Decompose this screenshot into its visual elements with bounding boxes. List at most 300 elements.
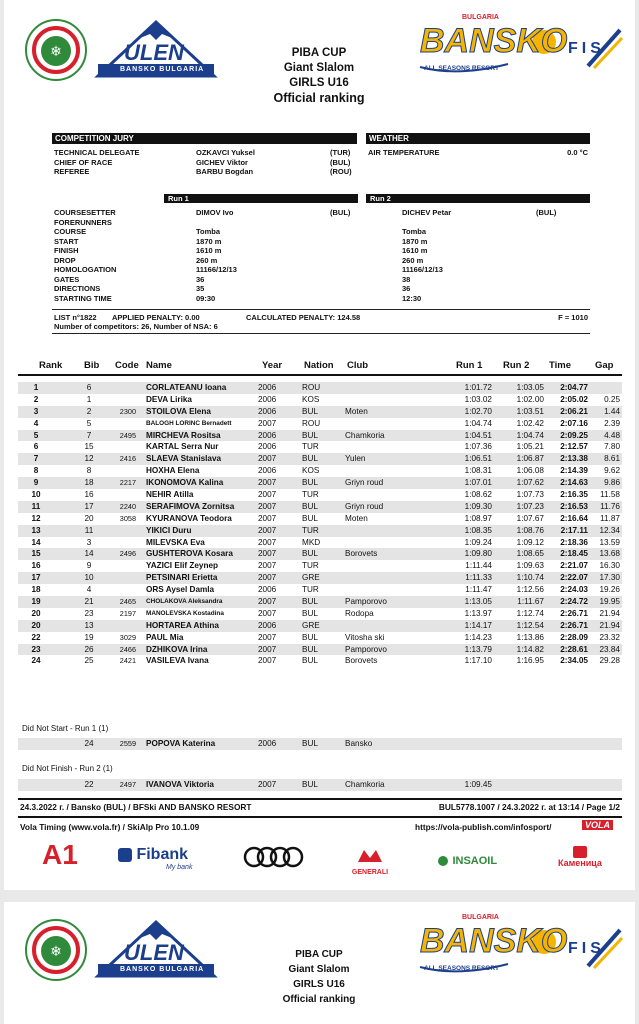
cell-rank: 7 — [33, 454, 39, 464]
cell-club: Pamporovo — [345, 644, 387, 654]
cell-club: Moten — [345, 513, 368, 523]
cell-nation: MKD — [302, 537, 321, 547]
cell-gap: 7.80 — [604, 442, 620, 452]
run-labels — [54, 208, 116, 303]
ulen-logo — [94, 18, 218, 82]
audi-logo — [242, 846, 306, 868]
run2-heading: Run 2 — [366, 194, 590, 203]
title-line-discipline: Giant Slalom — [283, 62, 355, 74]
col-rank: Rank — [39, 360, 63, 371]
col-gap: Gap — [595, 360, 614, 371]
cell-rank: 10 — [31, 490, 41, 500]
run1-values — [196, 227, 237, 303]
cell-name: KYURANOVA Teodora — [146, 513, 232, 523]
cell-rank: 20 — [31, 608, 41, 618]
cell-gap: 19.26 — [599, 585, 620, 595]
cell-rank: 16 — [31, 561, 41, 571]
run-label-homologation: HOMOLOGATION — [54, 265, 117, 274]
run1-value: 36 — [196, 274, 205, 284]
insaoil-logo — [438, 852, 497, 870]
cell-name: MILEVSKA Eva — [146, 537, 205, 547]
cell-name: GUSHTEROVA Kosara — [146, 549, 233, 559]
cell-rank: 15 — [31, 549, 41, 559]
cell-run1: 1:09.24 — [464, 537, 492, 547]
cell-bib: 1 — [86, 394, 92, 404]
penalty-top-rule — [52, 309, 590, 310]
cell-rank: 8 — [33, 466, 39, 476]
cell-year: 2007 — [258, 561, 277, 571]
bansko-logo — [418, 912, 568, 982]
cell-run2: 1:09.63 — [516, 561, 544, 571]
run1-value: 260 m — [196, 255, 218, 265]
cell-year: 2007 — [258, 644, 277, 654]
jury-role: TECHNICAL DELEGATE — [54, 148, 140, 157]
cell-rank: 5 — [33, 430, 39, 440]
cell-run2: 1:03.05 — [516, 383, 544, 392]
run2-value: 1610 m — [402, 246, 428, 255]
cell-code: 3029 — [119, 632, 136, 642]
cell-gap: 21.94 — [599, 608, 620, 618]
footer-url[interactable]: https://vola-publish.com/infosport/ — [415, 822, 552, 832]
dns-label: Did Not Start - Run 1 (1) — [22, 724, 109, 733]
cell-nation: BUL — [302, 513, 318, 523]
cell-name: KARTAL Serra Nur — [146, 442, 219, 452]
dns-year: 2006 — [258, 739, 277, 748]
dnf-row — [18, 779, 622, 791]
cell-run1: 1:13.79 — [464, 644, 492, 654]
cell-year: 2006 — [258, 430, 277, 440]
generali-logo — [350, 846, 390, 876]
cell-run2: 1:14.82 — [516, 644, 544, 654]
cell-name: MANOLEVSKA Kostadina — [146, 609, 224, 617]
cell-year: 2007 — [258, 478, 277, 488]
cell-nation: BUL — [302, 632, 318, 642]
dnf-run1: 1:09.45 — [464, 780, 492, 789]
cell-run1: 1:13.05 — [464, 597, 492, 607]
cell-gap: 9.62 — [604, 466, 620, 476]
cell-bib: 16 — [84, 490, 94, 500]
dnf-code: 2497 — [119, 780, 136, 789]
table-row — [18, 537, 622, 549]
cell-run2: 1:04.74 — [516, 430, 544, 440]
cell-bib: 18 — [84, 478, 94, 488]
cell-time: 2:06.21 — [560, 406, 588, 416]
run-label-starting-time: STARTING TIME — [54, 293, 112, 303]
cell-nation: TUR — [302, 490, 319, 500]
table-row — [18, 644, 622, 656]
jury-role: CHIEF OF RACE — [54, 157, 113, 167]
penalty-bottom-rule — [52, 333, 590, 334]
cell-run2: 1:07.62 — [516, 478, 544, 488]
cell-run1: 1:11.44 — [465, 561, 492, 571]
cell-gap: 13.59 — [599, 537, 620, 547]
cell-nation: BUL — [302, 597, 318, 607]
a1-logo: A1 — [42, 839, 78, 870]
cell-nation: KOS — [302, 466, 320, 476]
cell-bib: 25 — [84, 656, 94, 666]
cell-time: 2:14.63 — [560, 478, 588, 488]
cell-rank: 18 — [31, 585, 41, 595]
cell-name: SERAFIMOVA Zornitsa — [146, 501, 235, 511]
cell-name: HORTAREA Athina — [146, 620, 219, 630]
fis-logo-text: FIS — [568, 940, 605, 957]
dns-club: Bansko — [345, 739, 373, 748]
fis-logo-text: FIS — [568, 40, 605, 57]
col-run2: Run 2 — [503, 360, 530, 371]
jury-heading: COMPETITION JURY — [52, 133, 357, 144]
cell-run1: 1:04.74 — [464, 418, 492, 428]
cell-code: 2421 — [119, 656, 136, 666]
run2-value: 260 m — [402, 255, 424, 265]
cell-run2: 1:05.21 — [516, 442, 544, 452]
run1-heading: Run 1 — [164, 194, 358, 203]
table-row — [18, 453, 622, 465]
cell-nation: BUL — [302, 454, 318, 464]
kamenitza-logo — [558, 846, 602, 868]
bansko-logo-sub: ALL SEASONS RESORT — [424, 965, 500, 972]
cell-rank: 19 — [31, 597, 41, 607]
cell-name: BALOGH LORINC Bernadett — [146, 419, 232, 427]
cell-gap: 1.44 — [604, 406, 620, 416]
cell-run2: 1:16.95 — [516, 656, 544, 666]
cell-year: 2006 — [258, 383, 277, 392]
fibank-name: Fibank — [136, 846, 189, 863]
cell-time: 2:12.57 — [560, 442, 588, 452]
run1-value: 1870 m — [196, 236, 222, 246]
col-nation: Nation — [304, 360, 334, 371]
cell-bib: 7 — [86, 430, 92, 440]
run-label-finish: FINISH — [54, 246, 79, 255]
cell-rank: 6 — [33, 442, 39, 452]
run1-value: 09:30 — [196, 293, 216, 303]
cell-gap: 11.58 — [600, 490, 620, 500]
cell-nation: TUR — [302, 561, 319, 571]
cell-year: 2007 — [258, 501, 277, 511]
run-label-course: COURSE — [54, 227, 87, 236]
cell-year: 2007 — [258, 490, 277, 500]
cell-gap: 11.76 — [600, 501, 620, 511]
cell-gap: 12.34 — [599, 525, 620, 535]
table-row — [18, 525, 622, 537]
cell-gap: 19.95 — [599, 597, 620, 607]
cell-gap: 17.30 — [599, 573, 620, 583]
dnf-bib: 22 — [84, 780, 94, 789]
dns-bib: 24 — [84, 739, 94, 748]
cell-time: 2:24.72 — [560, 597, 588, 607]
svg-text:❄: ❄ — [50, 944, 62, 960]
cell-run2: 1:07.67 — [516, 513, 544, 523]
cell-nation: BUL — [302, 478, 318, 488]
cell-bib: 26 — [84, 644, 94, 654]
col-run1: Run 1 — [456, 360, 483, 371]
cell-gap: 23.32 — [599, 632, 620, 642]
cell-run1: 1:09.80 — [464, 549, 492, 559]
table-row — [18, 513, 622, 525]
run1-value: 1610 m — [196, 246, 222, 255]
cell-run2: 1:08.65 — [516, 549, 544, 559]
cell-name: SLAEVA Stanislava — [146, 454, 222, 464]
cell-bib: 2 — [86, 406, 92, 416]
col-time: Time — [549, 360, 572, 371]
cell-year: 2006 — [258, 585, 277, 595]
penalty-calculated: CALCULATED PENALTY: 124.58 — [246, 313, 361, 322]
cell-run1: 1:02.70 — [464, 406, 492, 416]
run-label-forerunners: FORERUNNERS — [54, 217, 112, 227]
cell-name: PETSINARI Erietta — [146, 573, 218, 583]
table-row — [18, 394, 622, 406]
cell-year: 2007 — [258, 573, 277, 583]
cell-run1: 1:04.51 — [464, 430, 492, 440]
jury-nation: (TUR) — [330, 148, 351, 157]
cell-run1: 1:11.47 — [465, 585, 492, 595]
cell-club: Borovets — [345, 656, 378, 666]
cell-run2: 1:12.56 — [516, 585, 544, 595]
cell-name: PAUL Mia — [146, 632, 184, 642]
run2-value: Tomba — [402, 227, 427, 236]
cell-name: YAZICI Elif Zeynep — [146, 561, 219, 571]
federation-logo — [24, 18, 88, 82]
cell-time: 2:18.45 — [560, 549, 588, 559]
cell-time: 2:16.53 — [560, 501, 588, 511]
cell-run2: 1:10.74 — [516, 573, 544, 583]
cell-name: DZHIKOVA Irina — [146, 644, 208, 654]
col-club: Club — [347, 360, 369, 371]
cell-bib: 6 — [86, 383, 92, 392]
cell-run2: 1:08.76 — [516, 525, 544, 535]
bansko-logo-top: BULGARIA — [462, 914, 499, 921]
title-line-category: GIRLS U16 — [289, 77, 349, 89]
run2-setter: DICHEV Petar — [402, 208, 452, 217]
cell-year: 2007 — [258, 656, 277, 666]
bansko-logo — [418, 12, 568, 82]
jury-role: REFEREE — [54, 167, 90, 176]
table-row — [18, 465, 622, 477]
cell-year: 2006 — [258, 442, 277, 452]
cell-rank: 17 — [31, 573, 41, 583]
cell-rank: 2 — [33, 394, 39, 404]
title-line-cup: PIBA CUP — [295, 949, 343, 960]
run2-setter-nation: (BUL) — [536, 208, 557, 217]
cell-code: 2300 — [119, 406, 136, 416]
generali-name: GENERALI — [351, 869, 389, 876]
table-row — [18, 632, 622, 644]
jury-nation: (ROU) — [330, 167, 352, 176]
run1-setter: DIMOV Ivo — [196, 208, 234, 217]
cell-rank: 23 — [31, 644, 41, 654]
dns-name: POPOVA Katerina — [146, 739, 216, 748]
footer-left: 24.3.2022 г. / Bansko (BUL) / BFSki AND BANSKO RESORT — [20, 802, 252, 812]
cell-code: 2496 — [119, 549, 136, 559]
weather-heading: WEATHER — [366, 133, 590, 144]
run-label-drop: DROP — [54, 255, 76, 265]
cell-run1: 1:03.02 — [464, 394, 492, 404]
cell-run2: 1:07.73 — [516, 490, 544, 500]
table-row — [18, 620, 622, 632]
cell-run1: 1:07.01 — [464, 478, 492, 488]
cell-code: 2217 — [119, 478, 136, 488]
cell-code: 2240 — [119, 501, 136, 511]
table-row — [18, 441, 622, 453]
cell-year: 2007 — [258, 632, 277, 642]
cell-rank: 9 — [33, 478, 39, 488]
results-page-1 — [4, 0, 635, 890]
table-row — [18, 477, 622, 489]
page-title — [244, 46, 394, 106]
cell-time: 2:28.61 — [560, 644, 588, 654]
cell-run2: 1:11.67 — [517, 597, 544, 607]
cell-nation: GRE — [302, 573, 320, 583]
cell-bib: 12 — [84, 454, 94, 464]
ulen-logo-sub: BANSKO BULGARIA — [120, 66, 205, 73]
bansko-logo-sub: ALL SEASONS RESORT — [424, 65, 500, 72]
ulen-logo — [94, 918, 218, 982]
cell-gap: 16.30 — [599, 561, 620, 571]
svg-text:❄: ❄ — [50, 44, 62, 60]
cell-code: 3058 — [119, 513, 136, 523]
fibank-icon — [118, 848, 132, 862]
cell-run1: 1:09.30 — [464, 501, 492, 511]
cell-name: DEVA Lirika — [146, 394, 192, 404]
bansko-logo-name: BANSKO — [420, 922, 568, 960]
cell-code: 2465 — [119, 597, 136, 607]
cell-bib: 5 — [86, 418, 92, 428]
cell-name: CORLATEANU Ioana — [146, 383, 227, 392]
cell-nation: BUL — [302, 406, 318, 416]
run-label-directions: DIRECTIONS — [54, 284, 101, 293]
insaoil-icon — [438, 856, 448, 866]
cell-name: CHOLAKOVA Aleksandra — [146, 598, 223, 606]
cell-time: 2:13.38 — [560, 454, 588, 464]
table-row — [18, 382, 622, 394]
cell-club: Moten — [345, 406, 368, 416]
penalty-list: LIST n°1822 — [54, 313, 97, 322]
cell-code: 2416 — [119, 454, 136, 464]
jury-name: GICHEV Viktor — [196, 157, 248, 167]
dns-code: 2559 — [119, 739, 136, 748]
title-line-ranking: Official ranking — [282, 994, 356, 1005]
results-header — [18, 360, 622, 372]
cell-year: 2006 — [258, 466, 277, 476]
run-label-gates: GATES — [54, 274, 80, 284]
cell-run2: 1:06.08 — [516, 466, 544, 476]
run2-value: 12:30 — [402, 293, 422, 303]
cell-run2: 1:09.12 — [516, 537, 544, 547]
title-line-category: GIRLS U16 — [293, 979, 345, 990]
run-label-coursesetter: COURSESETTER — [54, 208, 116, 217]
cell-year: 2006 — [258, 620, 277, 630]
cell-bib: 23 — [84, 608, 94, 618]
cell-rank: 12 — [31, 513, 41, 523]
cell-gap: 4.48 — [604, 430, 620, 440]
cell-club: Borovets — [345, 549, 378, 559]
fibank-logo — [118, 846, 192, 871]
cell-time: 2:16.64 — [560, 513, 588, 523]
cell-club: Pamporovo — [345, 597, 387, 607]
dnf-year: 2007 — [258, 780, 277, 789]
table-row — [18, 655, 622, 667]
table-row — [18, 418, 622, 430]
table-row — [18, 406, 622, 418]
cell-year: 2007 — [258, 537, 277, 547]
cell-nation: GRE — [302, 620, 320, 630]
kamenitza-icon — [573, 846, 587, 858]
cell-code: 2466 — [119, 644, 136, 654]
footer-right: BUL5778.1007 / 24.3.2022 г. at 13:14 / Page 1/2 — [438, 802, 620, 812]
bansko-logo-top: BULGARIA — [462, 14, 499, 21]
cell-nation: BUL — [302, 656, 318, 666]
col-name: Name — [146, 360, 172, 371]
cell-club: Griyn roud — [345, 501, 384, 511]
cell-gap: 23.84 — [599, 644, 620, 654]
cell-nation: TUR — [302, 525, 319, 535]
cell-year: 2007 — [258, 597, 277, 607]
cell-year: 2007 — [258, 549, 277, 559]
cell-year: 2006 — [258, 406, 277, 416]
cell-bib: 11 — [84, 525, 94, 535]
run2-value: 36 — [402, 284, 411, 293]
cell-bib: 10 — [84, 573, 94, 583]
run-label-start: START — [54, 236, 79, 246]
run2-values — [402, 227, 443, 303]
cell-name: ORS Aysel Damla — [146, 585, 215, 595]
penalty-applied: APPLIED PENALTY: 0.00 — [112, 313, 200, 322]
cell-rank: 20 — [31, 620, 41, 630]
footer-mid-rule — [18, 816, 622, 818]
run1-setter-nation: (BUL) — [330, 208, 351, 217]
title-line-ranking: Official ranking — [273, 91, 365, 105]
run1-value: 35 — [196, 284, 205, 293]
jury-nations — [330, 148, 352, 177]
cell-run1: 1:01.72 — [464, 383, 492, 392]
cell-run2: 1:13.86 — [516, 632, 544, 642]
cell-nation: BUL — [302, 644, 318, 654]
footer-timing: Vola Timing (www.vola.fr) / SkiAlp Pro 10.1.09 — [20, 822, 200, 832]
cell-nation: BUL — [302, 430, 318, 440]
cell-run2: 1:02.00 — [516, 394, 544, 404]
cell-time: 2:26.71 — [560, 620, 588, 630]
cell-rank: 13 — [31, 525, 41, 535]
cell-run1: 1:07.36 — [464, 442, 492, 452]
cell-year: 2007 — [258, 418, 277, 428]
cell-year: 2007 — [258, 513, 277, 523]
cell-run2: 1:12.54 — [516, 620, 544, 630]
table-row — [18, 489, 622, 501]
run2-value: 38 — [402, 274, 411, 284]
cell-bib: 3 — [86, 537, 92, 547]
title-line-cup: PIBA CUP — [291, 47, 347, 59]
cell-bib: 19 — [84, 632, 94, 642]
cell-run1: 1:17.10 — [464, 656, 492, 666]
cell-bib: 9 — [86, 561, 92, 571]
cell-nation: ROU — [302, 383, 321, 392]
dnf-nation: BUL — [302, 780, 318, 789]
results-table — [18, 382, 622, 667]
cell-bib: 4 — [86, 585, 92, 595]
cell-time: 2:04.77 — [560, 383, 588, 392]
cell-run1: 1:06.51 — [464, 454, 492, 464]
table-row — [18, 501, 622, 513]
cell-nation: BUL — [302, 608, 318, 618]
cell-time: 2:18.36 — [560, 537, 588, 547]
cell-name: YIKICI Duru — [146, 525, 192, 535]
footer-top-rule — [18, 798, 622, 800]
cell-club: Yulen — [345, 454, 366, 464]
cell-time: 2:28.09 — [560, 632, 588, 642]
cell-time: 2:14.39 — [560, 466, 588, 476]
cell-year: 2007 — [258, 525, 277, 535]
cell-time: 2:21.07 — [560, 561, 588, 571]
cell-time: 2:07.16 — [560, 418, 588, 428]
